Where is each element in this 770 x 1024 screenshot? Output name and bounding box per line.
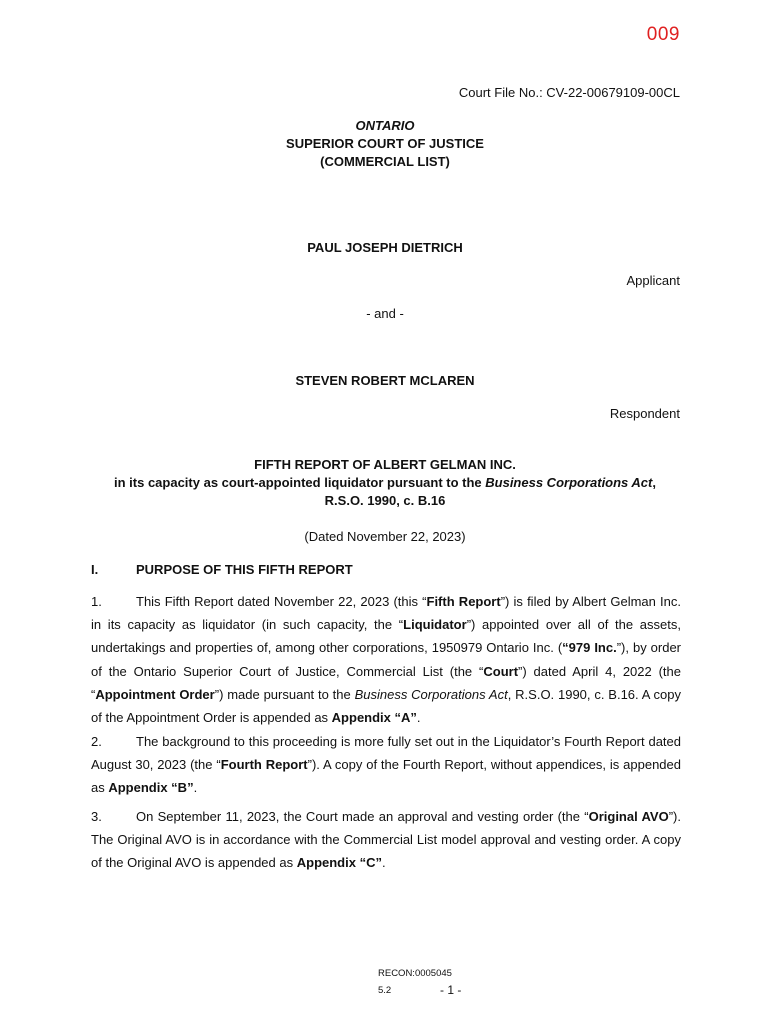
section-title: PURPOSE OF THIS FIFTH REPORT [136, 562, 353, 577]
report-title-line1: FIFTH REPORT OF ALBERT GELMAN INC. [254, 457, 516, 472]
report-title-line3: R.S.O. 1990, c. B.16 [324, 493, 446, 508]
court-list: (COMMERCIAL LIST) [320, 154, 450, 169]
applicant-role: Applicant [626, 273, 680, 288]
section-number: I. [91, 562, 99, 577]
and-separator: - and - [366, 306, 404, 321]
section-heading [91, 562, 353, 577]
paragraph-2: 2. The background to this proceeding is more fully set out in the Liquidator’s Fourth Report dated August 30, 2023 (the “Fourth Report”). A copy of the Fourth Report, without appendices, is appended as Appendix “B”. [91, 734, 681, 796]
court-file-number: Court File No.: CV-22-00679109-00CL [458, 85, 680, 100]
page-stamp-number: 009 [646, 24, 680, 45]
court-name: SUPERIOR COURT OF JUSTICE [286, 136, 484, 151]
court-province: ONTARIO [355, 118, 415, 133]
page-number: - 1 - [440, 983, 462, 997]
respondent-name: STEVEN ROBERT MCLAREN [295, 373, 475, 388]
respondent-role: Respondent [609, 406, 680, 421]
paragraph-1: 1. This Fifth Report dated November 22, 2023 (this “Fifth Report”) is filed by Albert Gelman Inc. in its capacity as liquidator (in such capacity, the “Liquidator”) appointed over all of the assets, undertakings and properties of, among other corporations, 1950979 Ontario Inc. (“979 Inc.”), by order of the Ontario Superior Court of Justice, Commercial List (the “Court”) dated April 4, 2022 (the “Appointment Order”) made pursuant to the Business Corporations Act, R.S.O. 1990, c. B.16. A copy of the Appointment Order is appended as Appendix “A”. [91, 594, 682, 726]
paragraph-3: 3. On September 11, 2023, the Court made an approval and vesting order (the “Original AVO”). The Original AVO is in accordance with the Commercial List model approval and vesting order. A copy of the Original AVO is appended as Appendix “C”. [91, 809, 681, 871]
report-title-line2: in its capacity as court-appointed liquidator pursuant to the Business Corporations Act, [114, 475, 656, 490]
applicant-name: PAUL JOSEPH DIETRICH [307, 240, 463, 255]
footer-version: 5.2 [378, 985, 392, 996]
report-date: (Dated November 22, 2023) [304, 529, 466, 544]
footer-recon-code: RECON:0005045 [378, 968, 452, 979]
